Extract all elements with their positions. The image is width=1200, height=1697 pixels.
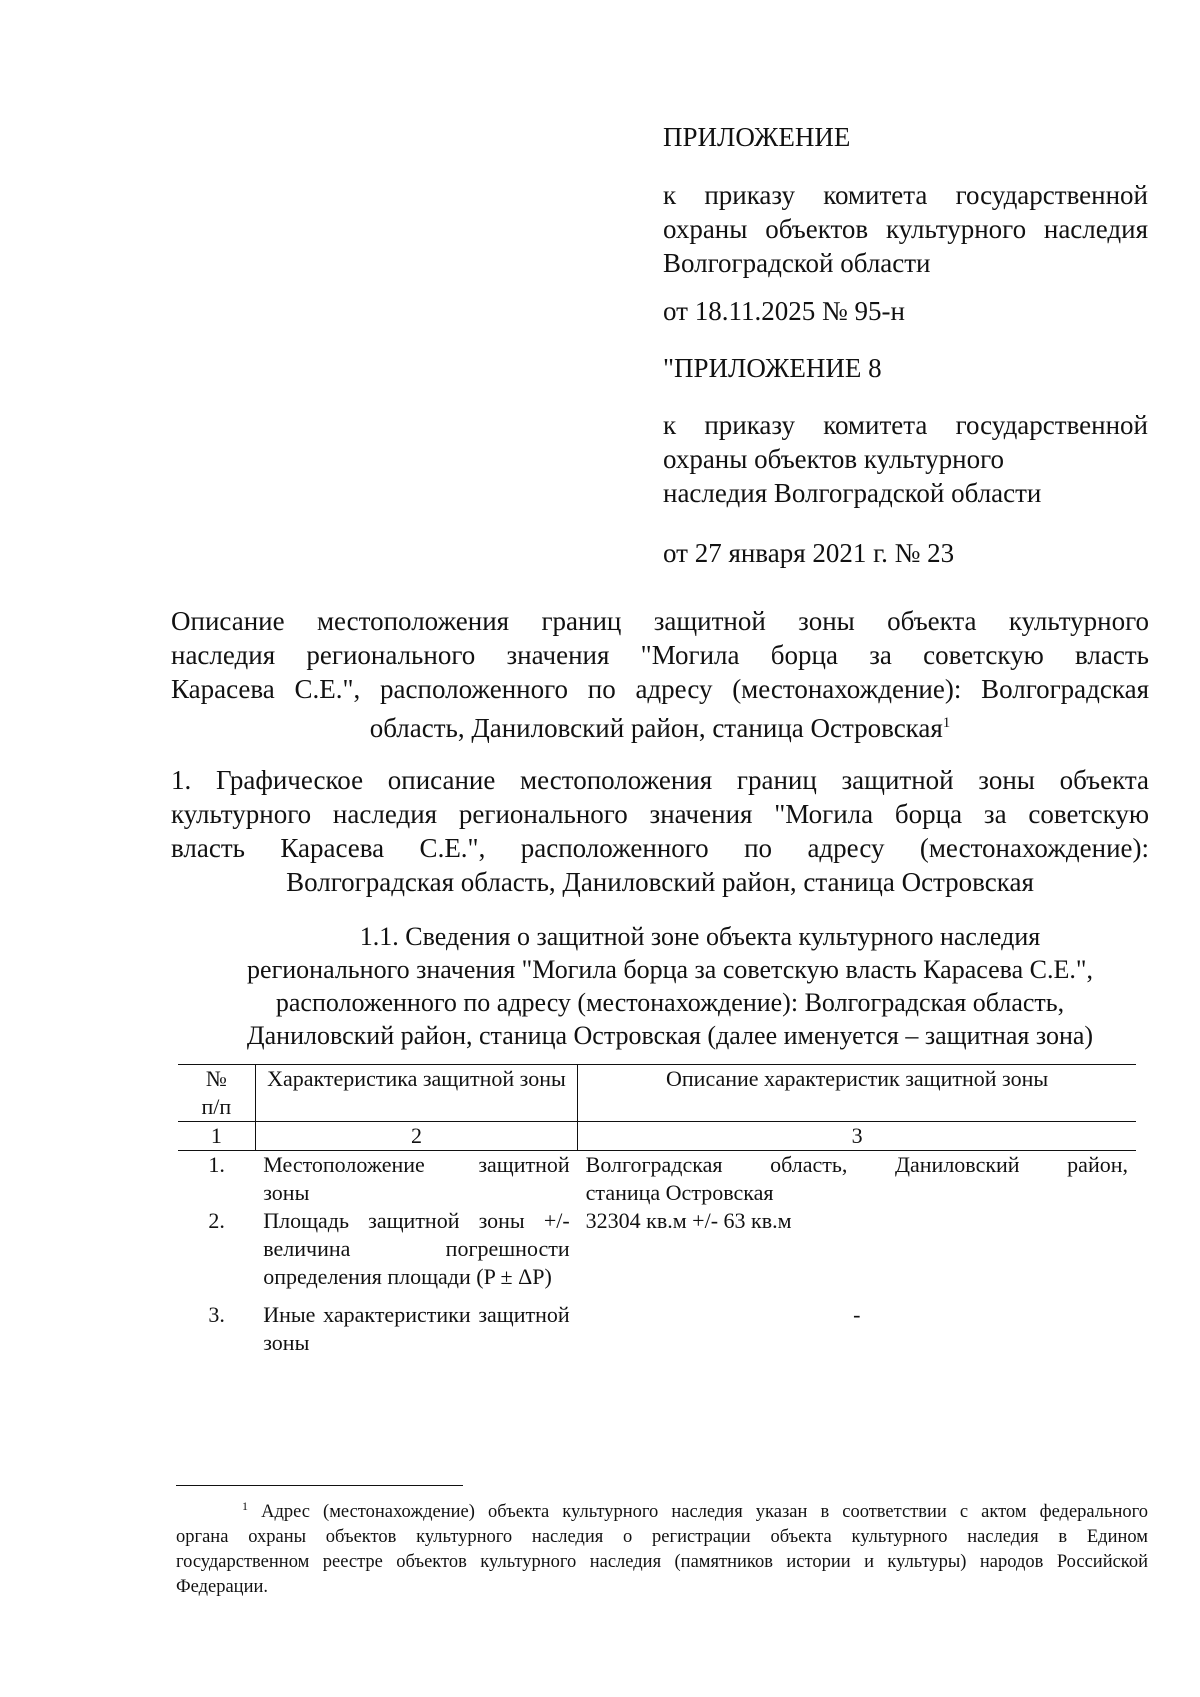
row-number-cell: 2. xyxy=(208,1208,225,1233)
section-1-1-line: расположенного по адресу (местонахождение): Волгоградская область, xyxy=(275,988,1065,1017)
appendix8-order-line: наследия Волгоградской области xyxy=(663,478,1042,508)
section-1-1-line: Даниловский район, станица Островская (далее именуется – защитная зона) xyxy=(246,1021,1094,1050)
row-characteristic-cell xyxy=(255,1207,577,1301)
document-title xyxy=(171,604,1149,745)
document-title-line xyxy=(171,706,1149,745)
area-formula: (P ± ΔP) xyxy=(476,1264,552,1289)
footnote xyxy=(176,1494,1148,1600)
section-1-heading xyxy=(171,763,1149,899)
section-1-line: власть Карасева С.Е.", расположенного по адресу (местонахождение): xyxy=(171,833,1149,863)
document-title-line: Описание местоположения границ защитной зоны объекта культурного xyxy=(171,606,1149,636)
document-title-last: область, Даниловский район, станица Островская xyxy=(369,713,943,743)
footnote-mark: 1 xyxy=(242,1499,248,1513)
header-cell-description: Описание характеристик защитной зоны xyxy=(578,1065,1136,1122)
appendix8-order-line: к приказу комитета государственной xyxy=(663,410,1148,440)
appendix-order-reference xyxy=(663,178,1148,280)
row-description-cell: 32304 кв.м +/- 63 кв.м xyxy=(585,1208,792,1233)
row-characteristic-cell xyxy=(255,1151,577,1208)
footnote-separator xyxy=(176,1485,463,1486)
section-1-1-line: 1.1. Сведения о защитной зоне объекта культурного наследия xyxy=(359,922,1041,951)
document-title-line: наследия регионального значения "Могила борца за советскую власть xyxy=(171,640,1149,670)
row-description-line: станица Островская xyxy=(585,1180,774,1205)
column-number-cell: 1 xyxy=(178,1122,255,1151)
column-number-cell: 3 xyxy=(578,1122,1136,1151)
row-number-cell: 3. xyxy=(208,1302,225,1327)
header-number-line: № xyxy=(205,1066,227,1091)
appendix8-date-number: от 27 января 2021 г. № 23 xyxy=(663,538,955,568)
row-characteristic-line: величина погрешности xyxy=(263,1236,570,1261)
row-description-cell: - xyxy=(853,1302,861,1327)
table-row xyxy=(178,1151,1136,1208)
appendix-order-line: Волгоградской области xyxy=(663,248,931,278)
column-number-cell: 2 xyxy=(255,1122,577,1151)
appendix8-title: "ПРИЛОЖЕНИЕ 8 xyxy=(663,353,882,383)
row-characteristic-line xyxy=(263,1263,569,1291)
appendix-order-line: охраны объектов культурного наследия xyxy=(663,214,1148,244)
footnote-reference[interactable]: 1 xyxy=(942,715,951,731)
row-characteristic-cell xyxy=(255,1301,577,1357)
footnote-line: Федерации. xyxy=(176,1577,268,1598)
footnote-line: органа охраны объектов культурного наследия о регистрации объекта культурного наследия в Едином xyxy=(176,1527,1148,1548)
appendix8-order-reference xyxy=(663,408,1148,510)
row-characteristic-text: определения площади xyxy=(263,1264,471,1289)
row-characteristic-line: зоны xyxy=(263,1330,310,1355)
header-number-line: п/п xyxy=(201,1094,232,1119)
table-column-number-row xyxy=(178,1122,1136,1151)
footnote-line: государственном реестре объектов культурного наследия (памятников истории и культуры) народов Российской xyxy=(176,1552,1148,1573)
row-description-cell xyxy=(578,1151,1136,1208)
appendix-date-number: от 18.11.2025 № 95-н xyxy=(663,296,905,326)
document-title-line: Карасева С.Е.", расположенного по адресу (местонахождение): Волгоградская xyxy=(171,674,1149,704)
table-row xyxy=(178,1301,1136,1357)
row-characteristic-line: Площадь защитной зоны +/- xyxy=(263,1208,570,1233)
row-number-cell: 1. xyxy=(208,1152,225,1177)
section-1-line: 1. Графическое описание местоположения границ защитной зоны объекта xyxy=(171,765,1149,795)
header-cell-number xyxy=(178,1065,255,1122)
section-1-1-line: регионального значения "Могила борца за советскую власть Карасева С.Е.", xyxy=(247,955,1093,984)
table-row xyxy=(178,1207,1136,1301)
appendix-order-line: к приказу комитета государственной xyxy=(663,180,1148,210)
section-1-line: Волгоградская область, Даниловский район, станица Островская xyxy=(286,867,1034,897)
row-characteristic-line: Иные характеристики защитной xyxy=(263,1302,570,1327)
appendix-title: ПРИЛОЖЕНИЕ xyxy=(663,122,851,152)
section-1-line: культурного наследия регионального значения "Могила борца за советскую xyxy=(171,799,1149,829)
row-characteristic-line: Местоположение защитной xyxy=(263,1152,570,1177)
footnote-line xyxy=(176,1494,1148,1525)
row-characteristic-line: зоны xyxy=(263,1180,310,1205)
appendix8-order-line: охраны объектов культурного xyxy=(663,444,1004,474)
row-description-line: Волгоградская область, Даниловский район, xyxy=(585,1152,1128,1177)
footnote-text: Адрес (местонахождение) объекта культурного наследия указан в соответствии с актом федерального xyxy=(261,1502,1148,1523)
protection-zone-table xyxy=(178,1064,1136,1357)
table-header-row xyxy=(178,1065,1136,1122)
header-cell-characteristic: Характеристика защитной зоны xyxy=(255,1065,577,1122)
section-1-1-heading xyxy=(190,920,1150,1052)
